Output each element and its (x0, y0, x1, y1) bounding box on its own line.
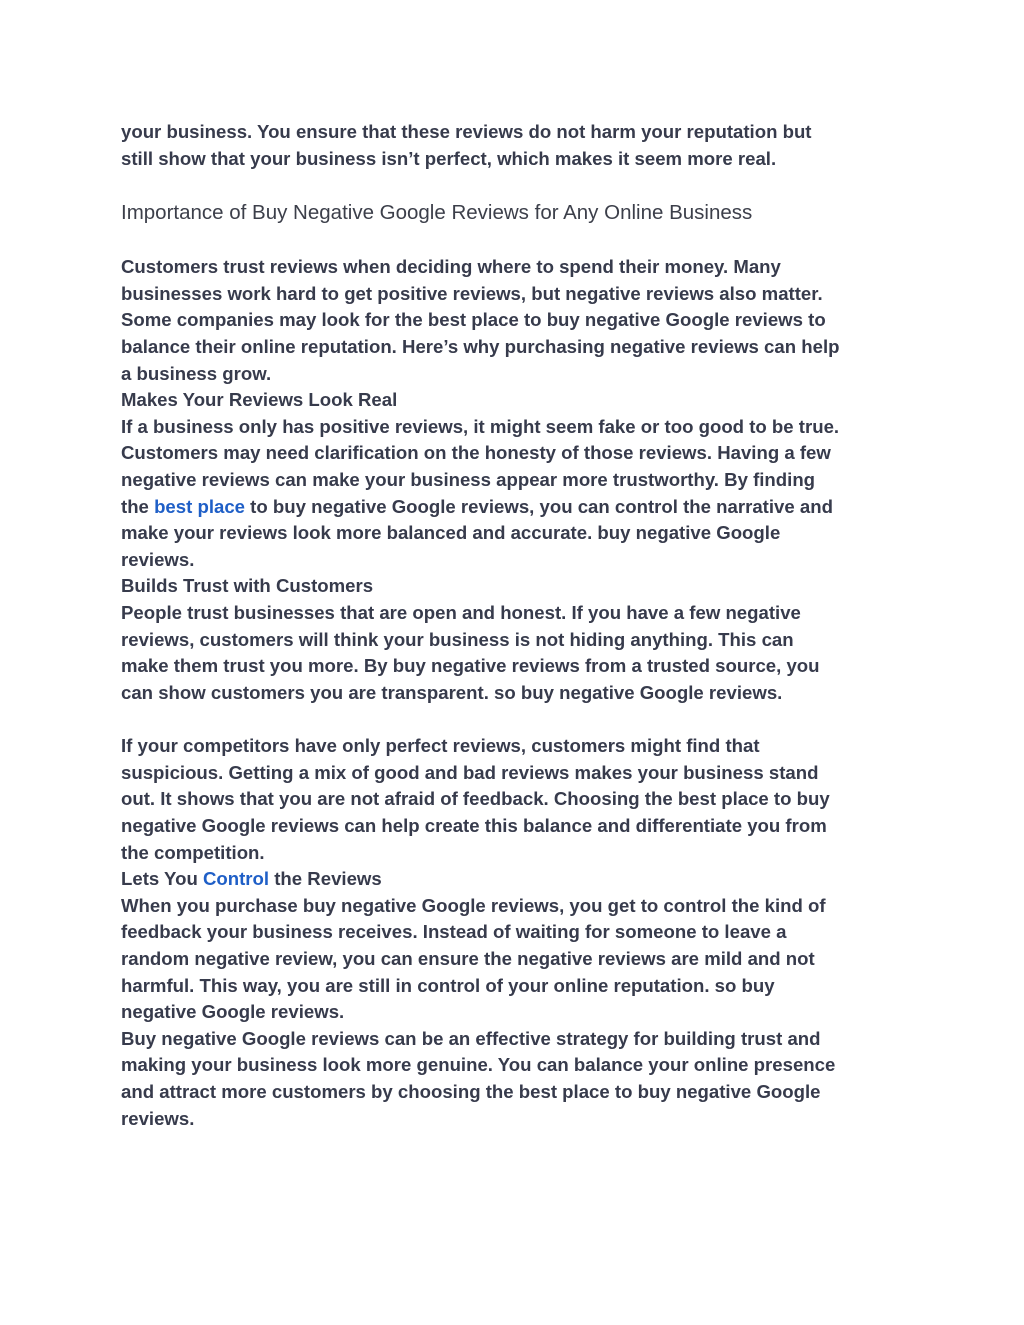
text-line: your business. You ensure that these reviews do not harm your reputation but (121, 121, 812, 142)
text-line: Customers may need clarification on the honesty of those reviews. Having a few (121, 442, 831, 464)
control-link[interactable]: Control (202, 868, 270, 890)
text-line: make them trust you more. By buy negative reviews from a trusted source, you (121, 655, 820, 677)
text-line: If a business only has positive reviews, it might seem fake or too good to be true. (121, 415, 840, 437)
text-line: a business grow. (121, 362, 272, 384)
text-line: out. It shows that you are not afraid of feedback. Choosing the best place to buy (121, 788, 830, 810)
text-line: People trust businesses that are open and honest. If you have a few negative (121, 601, 801, 623)
text-fragment: to buy negative Google reviews, you can control the narrative and (245, 495, 833, 517)
text-line: negative reviews can make your business appear more trustworthy. By finding (121, 468, 816, 490)
text-fragment: the (121, 495, 155, 517)
paragraph-customers-trust (121, 254, 911, 706)
text-line: still show that your business isn’t perfect, which makes it seem more real. (121, 147, 777, 169)
text-line: the competition. (121, 841, 265, 863)
subheading-builds-trust: Builds Trust with Customers (121, 575, 374, 597)
text-line: Buy negative Google reviews can be an effective strategy for building trust and (121, 1027, 821, 1049)
text-line: and attract more customers by choosing the best place to buy negative Google (121, 1081, 821, 1102)
document-body (121, 119, 911, 1132)
text-line: reviews. (121, 1107, 195, 1129)
text-line: balance their online reputation. Here’s why purchasing negative reviews can help (121, 335, 840, 357)
text-line: making your business look more genuine. You can balance your online presence (121, 1054, 836, 1076)
text-line: reviews. (121, 548, 195, 570)
text-fragment: Lets You (121, 868, 203, 890)
text-fragment: the Reviews (269, 868, 382, 890)
text-line-with-link (121, 494, 911, 521)
text-line: Some companies may look for the best place to buy negative Google reviews to (121, 309, 826, 331)
best-place-link[interactable]: best place (154, 495, 246, 517)
text-line: businesses work hard to get positive reviews, but negative reviews also matter. (121, 282, 823, 304)
text-line: negative Google reviews can help create this balance and differentiate you from (121, 815, 827, 837)
text-line: Customers trust reviews when deciding where to spend their money. Many (121, 256, 781, 278)
subheading-makes-reviews-real: Makes Your Reviews Look Real (121, 389, 398, 411)
text-line: feedback your business receives. Instead of waiting for someone to leave a (121, 921, 787, 943)
paragraph-competitors (121, 733, 911, 1132)
text-line: suspicious. Getting a mix of good and bad reviews makes your business stand (121, 761, 819, 783)
intro-paragraph (121, 119, 911, 172)
text-line: negative Google reviews. (121, 1001, 345, 1023)
section-heading: Importance of Buy Negative Google Reviews for Any Online Business (121, 201, 753, 225)
text-line: reviews, customers will think your business is not hiding anything. This can (121, 628, 794, 650)
text-line: harmful. This way, you are still in control of your online reputation. so buy (121, 974, 775, 996)
text-line: can show customers you are transparent. so buy negative Google reviews. (121, 681, 783, 703)
subheading-control-reviews (121, 866, 911, 893)
text-line: random negative review, you can ensure the negative reviews are mild and not (121, 948, 815, 970)
text-line: If your competitors have only perfect reviews, customers might find that (121, 735, 760, 757)
text-line: make your reviews look more balanced and accurate. buy negative Google (121, 522, 781, 544)
text-line: When you purchase buy negative Google reviews, you get to control the kind of (121, 894, 826, 916)
